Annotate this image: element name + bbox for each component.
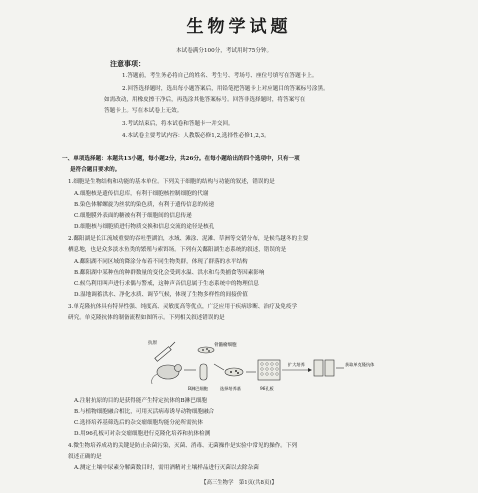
question-3-option-d: D.用96孔板可对杂交瘤细胞进行克隆化培养和抗体检测: [74, 431, 211, 437]
exam-info: 本试卷满分100分，考试用时75分钟。: [176, 48, 273, 54]
notice-item: 4.本试卷主要考试内容：人教版必修1,2,选择性必修1,2,3。: [122, 133, 270, 139]
figure-label: 获取单克隆抗体: [345, 362, 375, 367]
selection-dish-icon: [225, 368, 243, 376]
mouse-icon: [152, 365, 182, 385]
question-1-option-a: A.细胞核是遗传信息库，有利于细胞核控制细胞的代谢: [74, 191, 209, 197]
well-plate-icon: [258, 360, 280, 380]
question-2-option-a: A.鄱阳湖不同区域的降涂分布着不同生物类群，体现了群落的水平结构: [74, 259, 248, 265]
figure-label: 96孔板: [260, 386, 274, 391]
question-3-option-a: A.注射抗原的目的是获得能产生特定抗体的B淋巴细胞: [74, 398, 207, 404]
figure-label: 选择培养基: [220, 386, 241, 391]
figure-label: B淋巴细胞: [188, 386, 208, 391]
question-4-stem: 4.微生物培养成功的关键是防止杂菌污染，灭菌、消毒、无菌操作是实验中常见的操作。下列: [68, 443, 298, 449]
question-2-stem: 2.鄱阳湖是长江流域重要的吞吐型湖泊，水域、滩涂、泥滩、草洲等交错分布，是候鸟越冬的主要: [68, 236, 309, 242]
figure-label: 扩大培养: [288, 362, 305, 367]
notice-item: 答题卡上。写在本试卷上无效。: [104, 108, 183, 114]
antibody-flow-figure: [140, 334, 375, 398]
dish-icon: [198, 347, 214, 353]
flask-icon: [314, 360, 334, 376]
question-2-option-c: C.候鸟利用叫声进行求偶与警戒，这种声音信息属于生态系统中的物理信息: [74, 281, 259, 287]
question-4-stem-cont: 叙述正确的是: [68, 454, 102, 460]
exam-title: 生物学试题: [186, 17, 292, 37]
question-1-option-c: C.细胞膜外表面的糖被有利于细胞间的信息传递: [74, 213, 192, 219]
syringe-icon: [155, 342, 175, 361]
question-2-option-d: D.湿地调蓄洪水、净化水质、调节气候，体现了生物多样性的间接价值: [74, 292, 248, 298]
notice-item: 1.答题前，考生务必将自己的姓名、考生号、考场号、座位号填写在答题卡上。: [122, 73, 318, 79]
notice-item: 如需改动，用橡皮擦干净后，再选涂其他答案标号。回答非选择题时，将答案写在: [104, 97, 306, 103]
question-3-option-c: C.选择培养基筛选后的杂交瘤细胞均能分泌所需抗体: [74, 420, 203, 426]
question-4-option-a: A.测定土壤中尿素分解菌数目时，需用酒精对土壤样品进行灭菌以去除杂菌: [74, 465, 259, 471]
question-2-option-b: B.鄱阳湖中某种鱼的种群数量的变化会受到水温、洪水和鸟类捕食等因素影响: [74, 270, 265, 276]
question-3-stem: 3.单克隆抗体具有特异性强、纯度高、灵敏度高等优点，广泛应用于疾病诊断、治疗及免疫学: [68, 304, 298, 310]
page-footer: 【高三生物学 第1页(共8页)】: [201, 480, 277, 486]
question-1-option-b: B.染色体解螺旋为丝状的染色质，有利于遗传信息的传递: [74, 202, 215, 208]
notice-heading: 注意事项：: [110, 59, 145, 68]
question-3-stem-cont: 研究。单克隆抗体的制备流程如图所示。下列相关叙述错误的是: [68, 315, 225, 321]
figure-label: 骨髓瘤细胞: [214, 343, 237, 348]
question-1-stem: 1.细胞是生物结构和功能的基本单位。下列关于细胞的结构与功能的叙述，错误的是: [68, 179, 275, 185]
section-heading-cont: 是符合题目要求的。: [70, 167, 121, 173]
question-2-stem-cont: 栖息地，也是众多淡水鱼类的繁殖与索饵场。下列有关鄱阳湖生态系统的叙述，错误的是: [68, 247, 287, 253]
question-3-option-b: B.与植物细胞融合相比，可用灭活病毒诱导动物细胞融合: [74, 409, 215, 415]
notice-item: 3.考试结束后，将本试卷和答题卡一并交回。: [122, 121, 234, 127]
test-tube-icon: [200, 364, 207, 380]
notice-item: 2.回答选择题时，选出每小题答案后，用铅笔把答题卡上对应题目的答案标号涂黑。: [122, 86, 329, 92]
question-1-option-d: D.细胞核与细胞质进行物质交换和信息交流的途径是核孔: [74, 224, 215, 230]
figure-label: 抗原: [148, 341, 157, 346]
section-heading: 一、单项选择题：本题共13小题，每小题2分，共26分。在每小题给出的四个选项中，只有一项: [62, 156, 300, 162]
